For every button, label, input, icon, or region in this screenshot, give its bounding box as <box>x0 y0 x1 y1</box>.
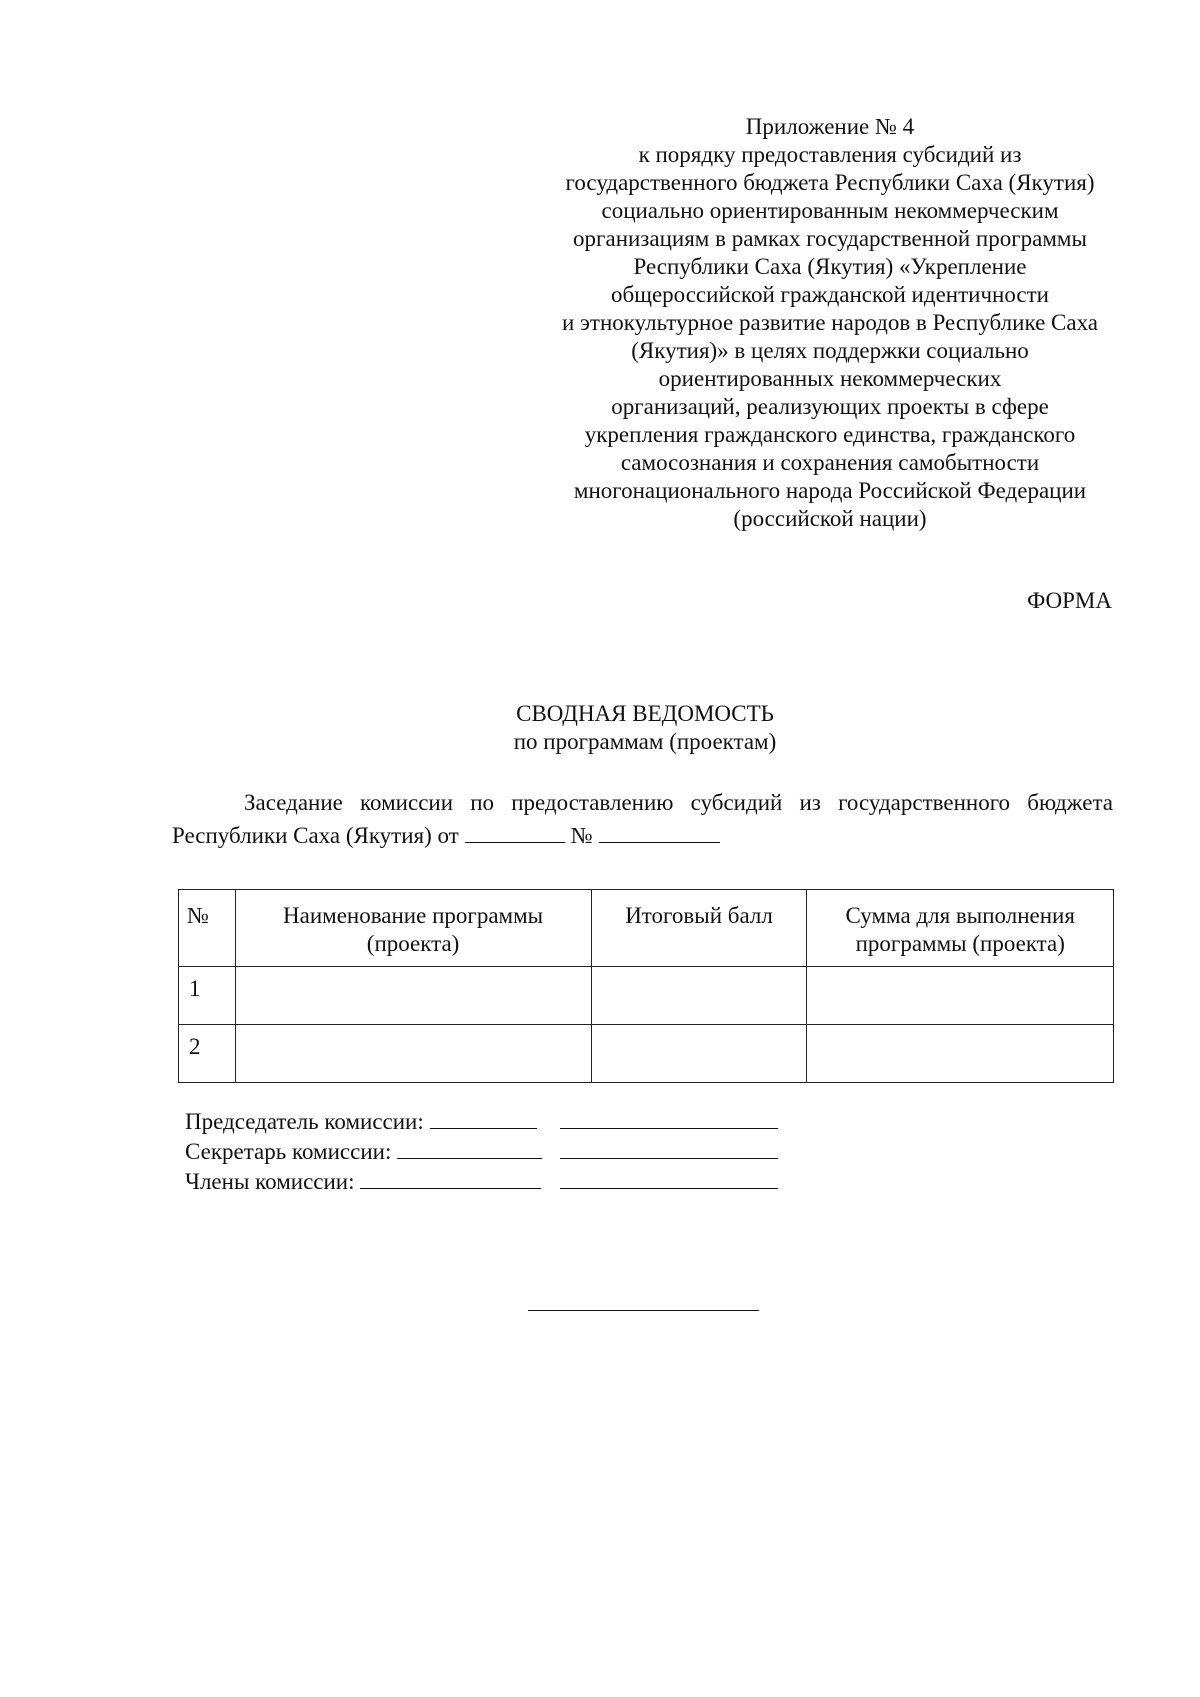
header-program-name: Наименование программы (проекта) <box>235 890 591 967</box>
appendix-line: (российской нации) <box>733 506 927 531</box>
cell-program-name[interactable] <box>235 967 591 1025</box>
cell-amount[interactable] <box>807 1025 1114 1083</box>
meeting-line-2 <box>172 819 1113 852</box>
footer-divider <box>528 1310 759 1311</box>
members-label: Члены комиссии: <box>185 1169 355 1194</box>
appendix-line: организациям в рамках государственной программы <box>573 226 1087 251</box>
appendix-line: самосознания и сохранения самобытности <box>620 450 1040 475</box>
chairman-signature-field[interactable] <box>430 1106 537 1129</box>
table-header-row <box>179 890 1114 967</box>
number-sign: № <box>570 823 593 848</box>
meeting-line-1: Заседание комиссии по предоставлению субсидий из государственного бюджета <box>244 790 1113 815</box>
row-number: 2 <box>179 1025 236 1083</box>
chairman-label: Председатель комиссии: <box>185 1109 424 1134</box>
appendix-line: (Якутия)» в целях поддержки социально <box>631 338 1029 363</box>
appendix-line: к порядку предоставления субсидий из <box>638 142 1022 167</box>
cell-total-score[interactable] <box>591 1025 807 1083</box>
appendix-header <box>535 113 1125 533</box>
signature-row-secretary <box>185 1136 542 1166</box>
appendix-line: Республики Саха (Якутия) «Укрепление <box>633 254 1027 279</box>
signature-row-members <box>185 1166 542 1196</box>
header-total-score: Итоговый балл <box>591 890 807 967</box>
cell-amount[interactable] <box>807 967 1114 1025</box>
form-label: ФОРМА <box>1027 588 1112 613</box>
secretary-label: Секретарь комиссии: <box>185 1139 392 1164</box>
members-signature-field[interactable] <box>360 1166 541 1189</box>
meeting-line-2-prefix: Республики Саха (Якутия) от <box>172 823 459 848</box>
row-number: 1 <box>179 967 236 1025</box>
appendix-line: Приложение № 4 <box>745 114 915 139</box>
table-row <box>179 967 1114 1025</box>
members-name-field[interactable] <box>560 1166 778 1189</box>
table-row <box>179 1025 1114 1083</box>
number-blank-field[interactable] <box>599 820 720 843</box>
appendix-line: организаций, реализующих проекты в сфере <box>611 394 1049 419</box>
appendix-line: многонационального народа Российской Федерации <box>573 478 1087 503</box>
appendix-line: ориентированных некоммерческих <box>658 366 1002 391</box>
date-blank-field[interactable] <box>465 820 565 843</box>
document-title <box>0 700 1200 756</box>
title-main: СВОДНАЯ ВЕДОМОСТЬ <box>516 701 774 726</box>
meeting-paragraph <box>172 786 1113 852</box>
cell-total-score[interactable] <box>591 967 807 1025</box>
appendix-line: и этнокультурное развитие народов в Республике Саха <box>562 310 1098 335</box>
header-amount: Сумма для выполнения программы (проекта) <box>807 890 1114 967</box>
chairman-name-field[interactable] <box>560 1106 778 1129</box>
appendix-line: государственного бюджета Республики Саха (Якутия) <box>565 170 1095 195</box>
appendix-line: социально ориентированным некоммерческим <box>601 198 1059 223</box>
appendix-line: укрепления гражданского единства, гражданского <box>584 422 1076 447</box>
signatures-block <box>185 1106 542 1196</box>
cell-program-name[interactable] <box>235 1025 591 1083</box>
header-number: № <box>179 890 236 967</box>
summary-table <box>178 889 1114 1083</box>
signature-row-chairman <box>185 1106 542 1136</box>
appendix-line: общероссийской гражданской идентичности <box>611 282 1049 307</box>
secretary-name-field[interactable] <box>560 1136 778 1159</box>
secretary-signature-field[interactable] <box>397 1136 542 1159</box>
title-sub: по программам (проектам) <box>513 729 777 754</box>
